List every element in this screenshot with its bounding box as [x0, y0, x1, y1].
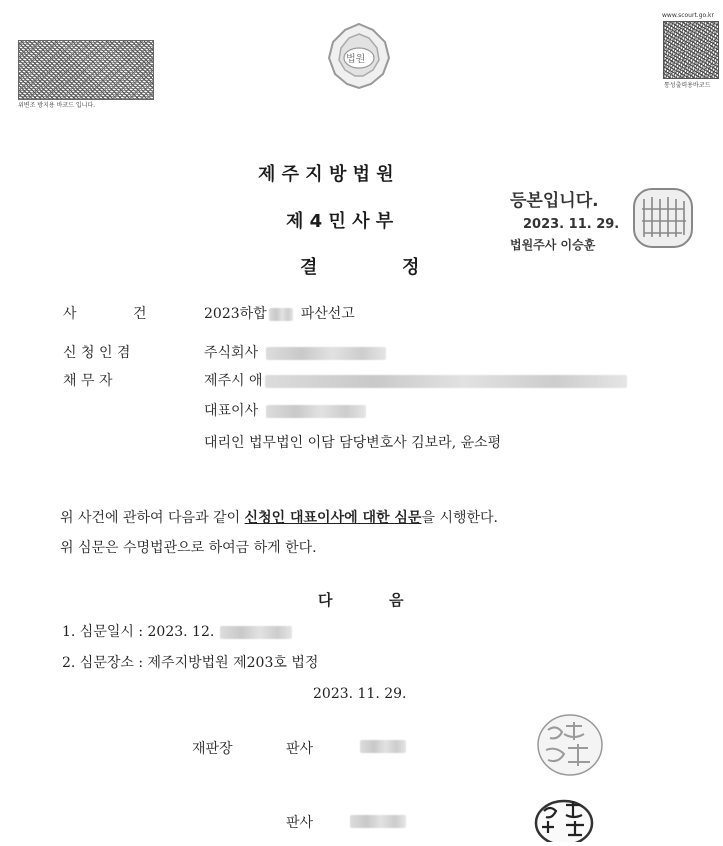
redacted-applicant-name [266, 347, 386, 360]
agent: 대리인 법무법인 이담 담당변호사 김보라, 윤소평 [204, 435, 502, 451]
presiding-title: 재판장 [192, 741, 233, 757]
certification-officer: 법원주사 이승훈 [510, 238, 596, 252]
doc-type-right: 정 [402, 257, 420, 278]
applicant-value [204, 342, 386, 362]
verification-barcode [663, 21, 719, 79]
redacted-case-number [269, 308, 293, 321]
redacted-address [265, 375, 627, 388]
order-line-1-post: 을 시행한다. [421, 510, 498, 526]
certification-date: 2023. 11. 29. [523, 217, 620, 232]
officer-seal-icon [630, 185, 696, 251]
label-debtor: 채 무 자 [63, 373, 113, 389]
redacted-judge-name-2 [350, 815, 406, 828]
label-case: 사 [63, 306, 77, 322]
officer-seal [630, 185, 696, 251]
item-1 [62, 621, 292, 641]
representative [204, 400, 366, 420]
judge-label-1: 판사 [286, 741, 314, 757]
scourt-url: www.scourt.go.kr [662, 12, 714, 19]
judge-label-2: 판사 [286, 815, 314, 831]
judge-seal-1 [534, 712, 606, 778]
redacted-judge-name-1 [360, 740, 406, 753]
item-1-text: 1. 심문일시 : 2023. 12. [62, 624, 215, 640]
label-applicant: 신 청 인 겸 [63, 345, 131, 361]
applicant-prefix: 주식회사 [204, 345, 259, 361]
order-line-1-pre: 위 사건에 관하여 다음과 같이 [60, 510, 245, 526]
security-barcode-caption: 위변조 방지용 바코드 입니다. [18, 102, 96, 109]
security-barcode [18, 40, 154, 100]
division-name: 제 4 민 사 부 [286, 211, 394, 232]
court-emblem [323, 20, 395, 92]
judge-seal-2-icon [532, 793, 596, 842]
debtor-address [204, 370, 627, 390]
signature-date: 2023. 11. 29. [313, 686, 407, 702]
case-name: 파산선고 [300, 306, 355, 322]
label-case-2: 건 [133, 306, 147, 322]
debtor-address-prefix: 제주시 애 [204, 373, 263, 389]
doc-type-left: 결 [300, 257, 318, 278]
judge-seal-2 [532, 793, 596, 842]
order-line-1 [60, 507, 498, 527]
redacted-representative [266, 405, 366, 418]
certification-title: 등본입니다. [510, 191, 599, 211]
item-2: 2. 심문장소 : 제주지방법원 제203호 법정 [62, 655, 319, 671]
items-heading-right: 음 [389, 591, 404, 609]
order-line-2: 위 심문은 수명법관으로 하여금 하게 한다. [60, 540, 317, 556]
emblem-text: 법원 [346, 54, 366, 65]
court-name: 제 주 지 방 법 원 [258, 164, 394, 185]
case-number [204, 303, 355, 323]
items-heading-left: 다 [318, 591, 333, 609]
case-number-text: 2023하합 [204, 306, 267, 322]
verification-barcode-caption: 통성출력용바코드 [664, 82, 711, 89]
order-line-1-emphasis: 신청인 대표이사에 대한 심문 [244, 510, 422, 526]
redacted-hearing-datetime [220, 626, 292, 639]
judge-seal-1-icon [534, 712, 606, 778]
representative-label: 대표이사 [204, 403, 259, 419]
